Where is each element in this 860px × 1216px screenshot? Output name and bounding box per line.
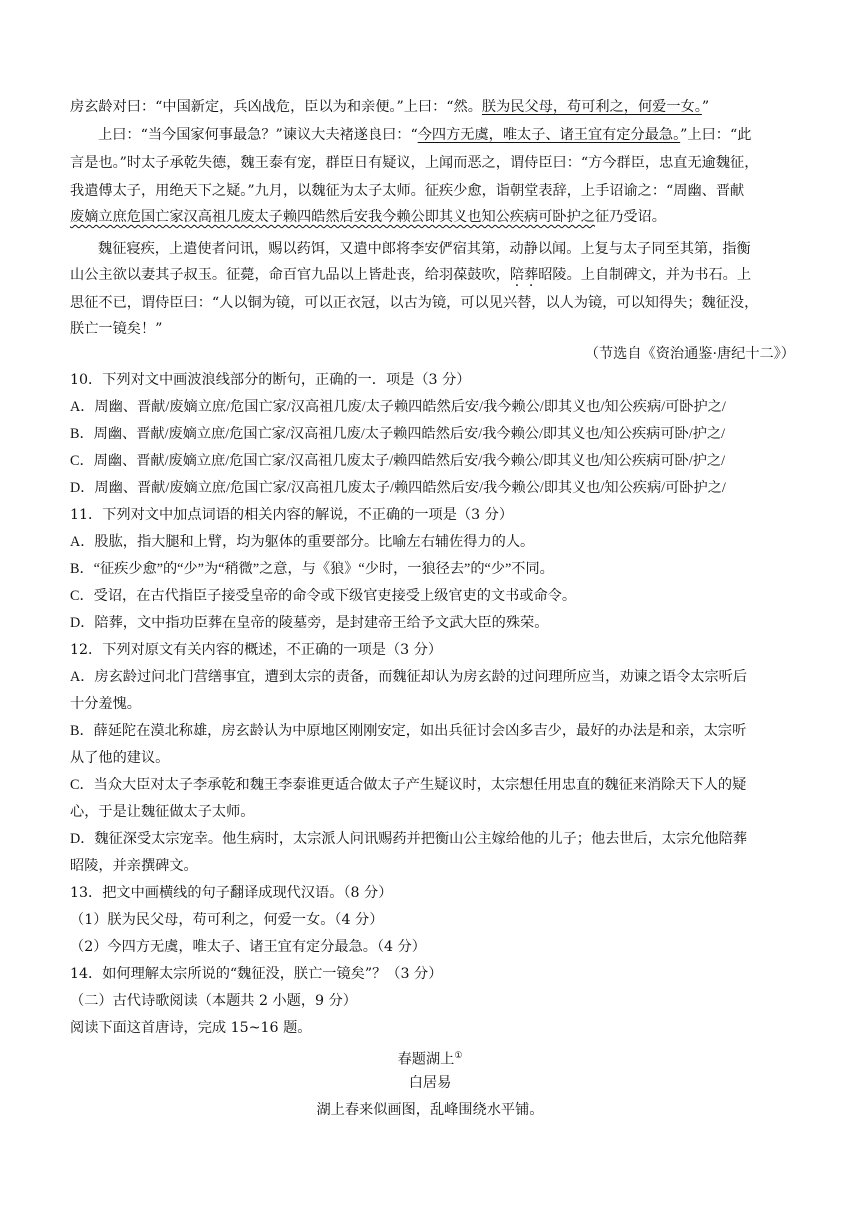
question-12-option-c-cont: 心，于是让魏征做太子太师。 — [70, 804, 255, 820]
wavy-underlined-text: 废嫡立庶危国亡家汉高祖几废太子赖四皓然后安我今赖公即其义也知公疾病可卧护之 — [70, 209, 595, 225]
underlined-sentence-1: 朕为民父母，苟可利之，何爱一女。 — [481, 99, 702, 115]
question-12-option-a-cont: 十分羞愧。 — [70, 696, 141, 712]
question-11-option-a: A．股肱，指大腿和上臂，均为躯体的重要部分。比喻左右辅佐得力的人。 — [70, 534, 535, 550]
question-14-stem: 14．如何理解太宗所说的“魏征没，朕亡一镜矣”？（3 分） — [70, 966, 443, 982]
question-11-option-c: C．受诏，在古代指臣子接受皇帝的命令或下级官吏接受上级官吏的文书或命令。 — [70, 588, 577, 604]
question-12-option-a: A．房玄龄过问北门营缮事宜，遭到太宗的责备，而魏征却认为房玄龄的过问理所应当，劝谏之语令太宗听后 — [70, 669, 748, 685]
passage-line: 朕亡一镜矣！” — [70, 321, 163, 337]
dotted-character: 葬 — [524, 267, 539, 283]
question-12-stem: 12．下列对原文有关内容的概述，不正确的一项是（3 分） — [70, 642, 443, 658]
question-12-option-d: D．魏征深受太宗宠幸。他生病时，太宗派人问讯赐药并把衡山公主嫁给他的儿子；他去世后，太宗允他陪葬 — [70, 831, 748, 847]
question-12-option-c: C．当众大臣对太子李承乾和魏王李泰谁更适合做太子产生疑议时，太宗想任用忠直的魏征来消除天下人的疑 — [70, 777, 747, 793]
passage-line — [70, 264, 795, 286]
question-11-option-b: B．“征疾少愈”的“少”为“稍微”之意，与《狼》“少时，一狼径去”的“少”不同。 — [70, 561, 554, 577]
question-11-stem: 11．下列对文中加点词语的相关内容的解说，不正确的一项是（3 分） — [70, 507, 514, 523]
passage-text: 山公主欲以妻其子叔玉。征薨，命百官九品以上皆赴丧，给羽葆鼓吹， — [70, 267, 510, 283]
underlined-sentence-2: 今四方无虞，唯太子、诸王宜有定分最急。 — [417, 127, 681, 143]
passage-text: ” — [701, 99, 710, 115]
question-11-option-d: D．陪葬，文中指功臣葬在皇帝的陵墓旁，是封建帝王给予文武大臣的殊荣。 — [70, 615, 549, 631]
section-instruction: 阅读下面这首唐诗，完成 15~16 题。 — [70, 1020, 312, 1036]
question-10-option-b: B．周幽、晋献/废嫡立庶/危国亡家/汉高祖几废/太子赖四皓然后安/我今赖公/即其义也/知公疾病可卧/护之/ — [70, 426, 726, 442]
passage-text: ”上曰：“此 — [680, 127, 752, 143]
passage-text: 上曰：“当今国家何事最急？”谏议大夫褚遂良曰：“ — [98, 127, 418, 143]
question-12-option-b: B．薛延陀在漠北称雄，房玄龄认为中原地区刚刚安定，如出兵征讨会凶多吉少，最好的办法是和亲，太宗听 — [70, 723, 747, 739]
passage-text: 房玄龄对曰：“中国新定，兵凶战危，臣以为和亲便。”上曰：“然。 — [70, 99, 482, 115]
question-10-option-c: C．周幽、晋献/废嫡立庶/危国亡家/汉高祖几废太子/赖四皓然后安/我今赖公/即其义也/知公疾病可卧/护之/ — [70, 453, 726, 469]
poem-title — [0, 1045, 860, 1071]
question-10-option-a: A．周幽、晋献/废嫡立庶/危国亡家/汉高祖几废/太子赖四皓然后安/我今赖公/即其义也/知公疾病/可卧护之/ — [70, 399, 726, 415]
footnote-mark: ① — [454, 1051, 463, 1061]
passage-line — [70, 96, 795, 118]
passage-line: 我遣傅太子，用绝天下之疑。”九月，以魏征为太子太师。征疾少愈，诣朝堂表辞，上手诏谕之：“周幽、晋献 — [70, 183, 745, 199]
passage-line: 言是也。”时太子承乾失德，魏王泰有宠，群臣日有疑议，上闻而恶之，谓侍臣曰：“方今群臣，忠直无逾魏征， — [70, 155, 759, 171]
poem-author: 白居易 — [408, 1075, 452, 1091]
question-12-option-b-cont: 从了他的建议。 — [70, 750, 170, 766]
passage-text: 昭陵。上自制碑文，并为书石。上 — [538, 267, 752, 283]
question-13-item-1: （1）朕为民父母，苟可利之，何爱一女。（4 分） — [70, 912, 384, 928]
poem-line: 湖上春来似画图，乱峰围绕水平铺。 — [316, 1102, 544, 1118]
passage-line — [70, 206, 795, 228]
question-12-option-d-cont: 昭陵，并亲撰碑文。 — [70, 858, 198, 874]
question-10-option-d: D．周幽、晋献/废嫡立庶/危国亡家/汉高祖几废太子/赖四皓然后安/我今赖公/即其义也/知公疾病/可卧护之/ — [70, 480, 726, 496]
question-13-item-2: （2）今四方无虞，唯太子、诸王宜有定分最急。（4 分） — [70, 939, 426, 955]
source-citation: （节选自《资治通鉴·唐纪十二》） — [584, 346, 795, 362]
passage-line — [98, 124, 823, 146]
dotted-character: 陪 — [509, 267, 525, 283]
passage-line: 魏征寝疾，上遣使者问讯，赐以药饵，又遣中郎将李安俨宿其第，动静以闻。上复与太子同至其第，指衡 — [98, 241, 751, 257]
passage-text: 征乃受诏。 — [594, 209, 666, 225]
question-10-stem: 10．下列对文中画波浪线部分的断句，正确的一．项是（3 分） — [70, 372, 471, 388]
passage-line: 思征不已，谓侍臣曰：“人以铜为镜，可以正衣冠，以古为镜，可以见兴替，以人为镜，可以知得失；魏征没， — [70, 295, 759, 311]
poem-title-text: 春题湖上 — [397, 1051, 455, 1068]
section-heading: （二）古代诗歌阅读（本题共 2 小题，9 分） — [70, 993, 357, 1009]
question-13-stem: 13．把文中画横线的句子翻译成现代汉语。（8 分） — [70, 885, 393, 901]
